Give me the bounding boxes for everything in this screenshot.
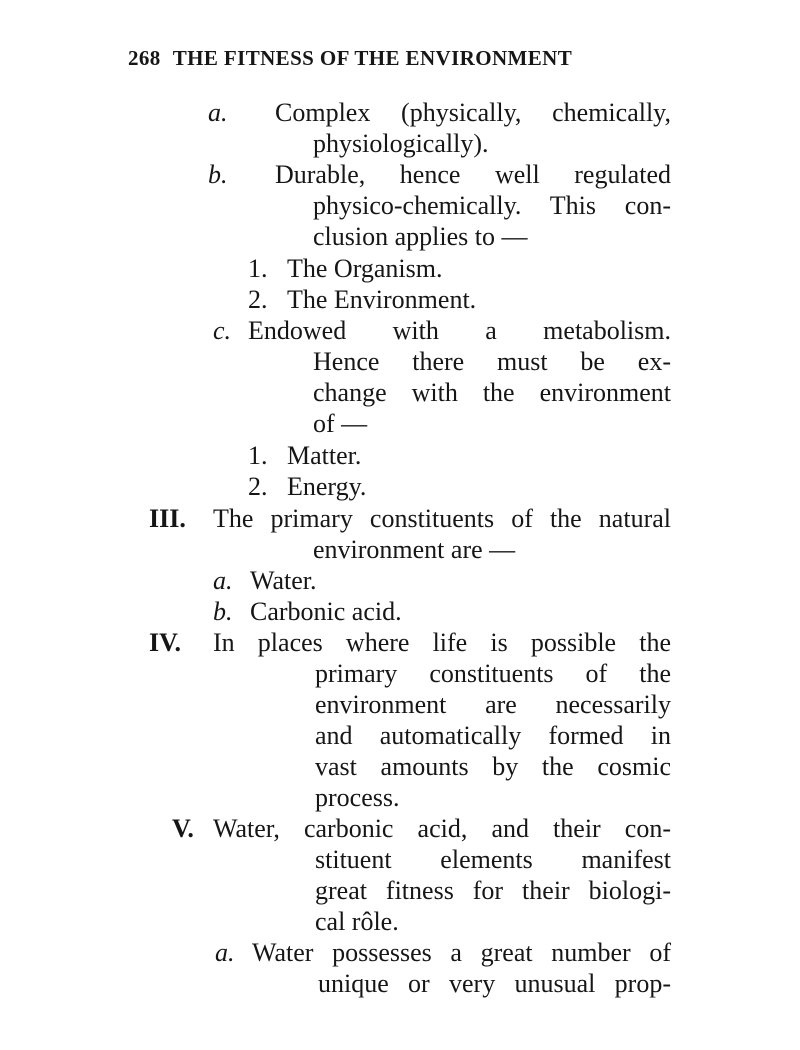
sub-item-marker: a.	[213, 566, 233, 595]
page-number: 268	[128, 46, 161, 70]
running-header	[128, 46, 572, 71]
text-line: cal rôle.	[315, 907, 399, 936]
item-marker: IV.	[149, 628, 182, 657]
text-line: great fitness for their biologi-	[315, 876, 671, 905]
text-line: physico-chemically. This con-	[313, 191, 671, 220]
text-line: and automatically formed in	[315, 721, 671, 750]
text-line: of —	[313, 409, 368, 438]
text-line: process.	[315, 783, 400, 812]
sub-item-marker: 1.	[248, 441, 268, 470]
text-line: change with the environment	[313, 378, 671, 407]
text-line: Complex (physically, chemically,	[275, 98, 671, 127]
sub-item-marker: 2.	[248, 472, 268, 501]
text-line: vast amounts by the cosmic	[315, 752, 671, 781]
item-marker: III.	[149, 504, 186, 533]
sub-item-marker: a.	[215, 938, 235, 967]
sub-item-text: Carbonic acid.	[250, 597, 402, 626]
text-line: Durable, hence well regulated	[275, 160, 671, 189]
sub-item-marker: 1.	[248, 254, 268, 283]
text-line: unique or very unusual prop-	[318, 969, 671, 998]
item-marker: b.	[208, 160, 228, 189]
text-line: Hence there must be ex-	[313, 347, 671, 376]
sub-item-text: The Environment.	[287, 285, 477, 314]
text-line: environment are —	[313, 535, 516, 564]
sub-item-marker: 2.	[248, 285, 268, 314]
text-line: stituent elements manifest	[315, 845, 671, 874]
sub-item-text: Water possesses a great number of	[252, 938, 671, 967]
sub-item-text: The Organism.	[287, 254, 443, 283]
running-title: THE FITNESS OF THE ENVIRONMENT	[172, 46, 573, 70]
text-line: environment are necessarily	[315, 690, 671, 719]
text-line: In places where life is possible the	[213, 628, 671, 657]
item-marker: c.	[213, 316, 232, 345]
text-line: primary constituents of the	[315, 659, 671, 688]
sub-item-marker: b.	[213, 597, 233, 626]
text-line: clusion applies to —	[313, 222, 528, 251]
sub-item-text: Water.	[250, 566, 317, 595]
text-line: The primary constituents of the natural	[213, 504, 671, 533]
text-line: physiologically).	[313, 129, 489, 158]
sub-item-text: Matter.	[287, 441, 362, 470]
item-marker: V.	[172, 814, 194, 843]
item-marker: a.	[208, 98, 228, 127]
sub-item-text: Energy.	[287, 472, 367, 501]
text-line: Water, carbonic acid, and their con-	[213, 814, 671, 843]
text-line: Endowed with a metabolism.	[248, 316, 671, 345]
